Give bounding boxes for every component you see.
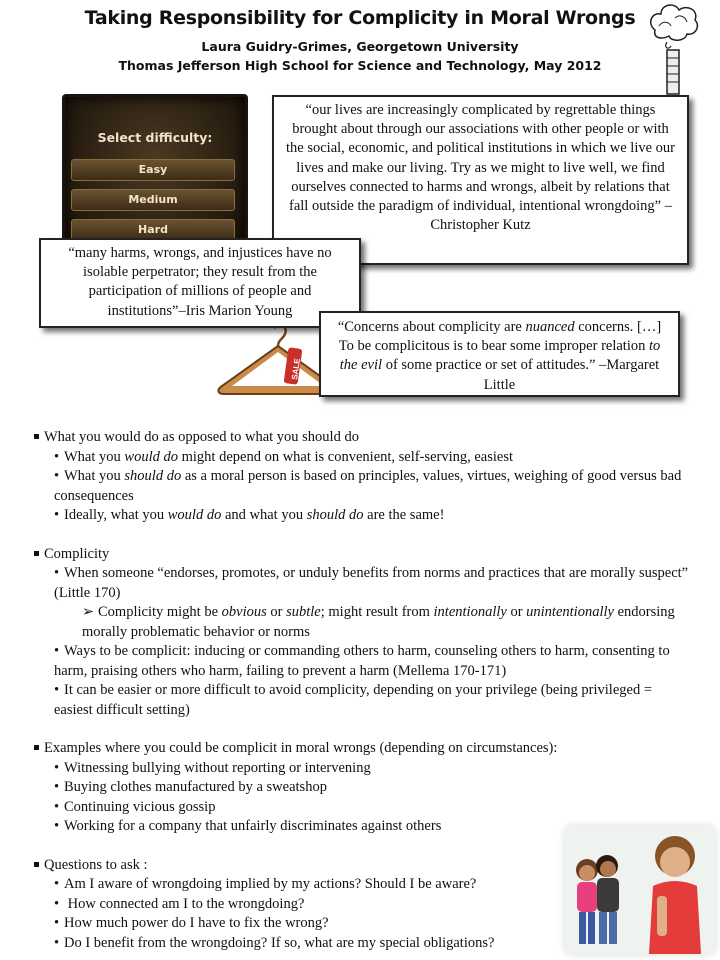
square-bullet-icon xyxy=(34,862,39,867)
s4-heading: Questions to ask xyxy=(44,856,140,873)
square-bullet-icon xyxy=(34,551,39,556)
arrow-bullet-icon: ➢ xyxy=(82,604,95,620)
difficulty-title: Select difficulty: xyxy=(97,130,213,145)
list-item xyxy=(54,564,692,603)
s1-b2-c: as a moral person is based on principles, values, virtues, weighing of good versus bad consequences xyxy=(54,468,682,504)
s1-b1-a: What you xyxy=(64,448,125,465)
s2-sub-h: unintentionally xyxy=(526,604,614,620)
difficulty-easy-button: Easy xyxy=(71,159,235,181)
quote-little-text-1: “Concerns about complicity are xyxy=(337,319,526,335)
quote-little-evil: to the evil xyxy=(339,338,661,374)
s1-b3-d: should do xyxy=(306,507,364,523)
s4-item-3: Do I benefit from the wrongdoing? If so, what are my special obligations? xyxy=(64,934,495,951)
s2-sub-e: ; might result from xyxy=(320,604,434,620)
quote-little-text-3: of some practice or set of attitudes.” –Margaret Little xyxy=(382,357,660,393)
bullet-icon: • xyxy=(54,682,60,698)
quote-little-nuanced: nuanced xyxy=(525,319,575,335)
s2-heading: Complicity xyxy=(44,545,110,562)
bullet-icon: • xyxy=(54,798,60,815)
section-would-vs-should-heading xyxy=(32,428,692,448)
section-examples-heading xyxy=(32,739,692,759)
poster-title: Taking Responsibility for Complicity in Moral Wrongs xyxy=(84,7,636,29)
s3-item-0: Witnessing bullying without reporting or intervening xyxy=(64,759,371,776)
s1-b2-a: What you xyxy=(64,468,125,484)
s1-b3-c: and what you xyxy=(221,507,307,523)
difficulty-hard-button: Hard xyxy=(71,219,235,241)
s3-h-a: Examples xyxy=(44,740,102,756)
list-item xyxy=(54,506,692,526)
s2-sub-a: Complicity might be xyxy=(98,604,222,620)
s2-sub-d: subtle xyxy=(286,604,321,620)
bullet-icon: • xyxy=(54,643,60,659)
smokestack-icon xyxy=(645,0,700,95)
bullet-icon: • xyxy=(54,818,60,834)
s2-sub-c: or xyxy=(266,604,287,620)
s1-b1-c: might depend on what is convenient, self-serving, easiest xyxy=(177,448,514,465)
s1-h-c: as opposed to what you xyxy=(158,429,303,445)
s1-h-a: What you xyxy=(44,429,105,445)
difficulty-medium-button: Medium xyxy=(71,189,235,211)
s3-item-2: Continuing vicious gossip xyxy=(64,798,216,815)
bullet-icon: • xyxy=(54,934,60,951)
bullet-icon: • xyxy=(54,895,60,912)
list-item xyxy=(54,642,692,681)
list-item xyxy=(54,448,692,468)
quote-little xyxy=(319,311,680,397)
s3-item-1: Buying clothes manufactured by a sweatshop xyxy=(64,779,327,795)
list-item xyxy=(54,798,692,818)
square-bullet-icon xyxy=(34,434,39,439)
s3-h-b: where you could be complicit in moral wrongs (depending on circumstances): xyxy=(101,740,558,756)
quote-little-text-2: concerns. […] To be complicitous is to bear some improper relation xyxy=(338,319,662,355)
bullet-icon: • xyxy=(54,759,60,776)
difficulty-game-panel xyxy=(62,94,248,254)
s2-sub-i: endorsing morally problematic behavior or norms xyxy=(82,604,675,640)
author-line: Laura Guidry-Grimes, Georgetown University xyxy=(201,39,519,54)
s2-sub-g: or xyxy=(506,604,527,620)
quote-young xyxy=(39,238,361,328)
s4-colon: : xyxy=(139,856,148,873)
bullet-icon: • xyxy=(54,915,60,931)
s2-b1: When someone “endorses, promotes, or unduly benefits from norms and practices that are morally suspect” (Little 170) xyxy=(54,565,689,601)
section-complicity-heading xyxy=(32,545,692,565)
s4-item-0: Am I aware of wrongdoing implied by my actions? Should I be aware? xyxy=(64,876,477,892)
s1-h-b: would do xyxy=(104,429,159,445)
bullet-icon: • xyxy=(54,507,60,523)
bullet-icon: • xyxy=(54,468,60,484)
square-bullet-icon xyxy=(34,745,39,750)
s4-item-2: How much power do I have to fix the wrong? xyxy=(64,915,329,931)
list-item xyxy=(54,778,692,798)
s1-b1-b: would do xyxy=(124,448,178,465)
quote-young-text: “many harms, wrongs, and injustices have no isolable perpetrator; they result from the participation of millions of people and institutions”–Iris Marion Young xyxy=(68,245,332,319)
s2-sub-b: obvious xyxy=(221,604,267,620)
school-line: Thomas Jefferson High School for Science and Technology, May 2012 xyxy=(118,58,602,73)
list-item xyxy=(54,681,692,720)
s3-item-3: Working for a company that unfairly discriminates against others xyxy=(64,818,442,834)
list-item xyxy=(54,759,692,779)
gossip-photo xyxy=(565,826,715,954)
s1-h-d: should do xyxy=(302,429,359,445)
s4-item-1: How connected am I to the wrongdoing? xyxy=(64,895,305,912)
list-item xyxy=(54,467,692,506)
s2-sub-f: intentionally xyxy=(433,604,507,620)
bullet-icon: • xyxy=(54,565,60,581)
sub-list-item xyxy=(82,603,692,642)
bullet-icon: • xyxy=(54,448,60,465)
s1-b2-b: should do xyxy=(124,468,182,484)
sale-tag-text: SALE xyxy=(290,357,302,381)
s1-b3-a: Ideally, what you xyxy=(64,507,168,523)
bullet-icon: • xyxy=(54,876,60,892)
s1-b3-e: are the same! xyxy=(363,507,445,523)
s2-b2: Ways to be complicit: inducing or commanding others to harm, counseling others to harm, consenting to harm, praising others who harm, failing to prevent a harm (Mellema 170-171) xyxy=(54,643,670,679)
quote-kutz-text: “our lives are increasingly complicated by regrettable things brought about through our associations with other people or with the social, economic, and political institutions in which we live our lives and make our living. Try as we might to live well, we find ourselves connected to harms and wrongs, albeit by relations that fall outside the paradigm of individual, intentional wrongdoing” –Christopher Kutz xyxy=(286,102,676,234)
s1-b3-b: would do xyxy=(167,507,222,523)
s2-b3: It can be easier or more difficult to avoid complicity, depending on your privilege (being privileged = easiest difficult setting) xyxy=(54,682,653,718)
bullet-icon: • xyxy=(54,779,60,795)
